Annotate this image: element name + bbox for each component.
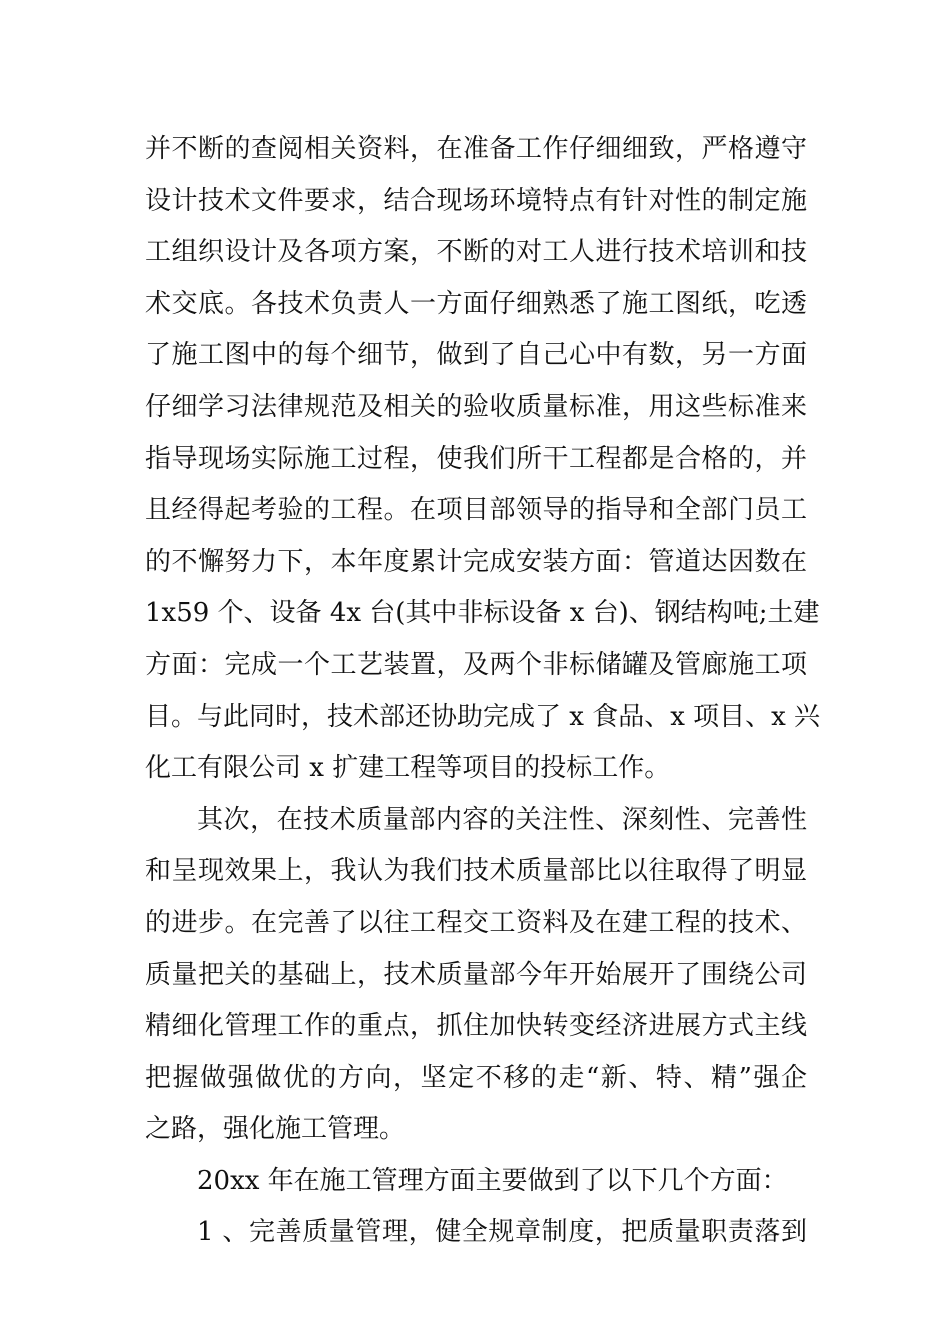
text-line: 之路，强化施工管理。 <box>145 1114 406 1145</box>
text-line: 了施工图中的每个细节，做到了自己心中有数，另一方面 <box>145 340 807 371</box>
paragraph-first-line: 其次，在技术质量部内容的关注性、深刻性、完善性 <box>197 804 807 835</box>
text-line: 化工有限公司 x 扩建工程等项目的投标工作。 <box>145 753 671 784</box>
text-line: 指导现场实际施工过程，使我们所干工程都是合格的，并 <box>145 443 807 474</box>
list-item-first-line: 1 、完善质量管理，健全规章制度，把质量职责落到 <box>197 1217 807 1248</box>
text-line: 的进步。在完善了以往工程交工资料及在建工程的技术、 <box>145 907 807 938</box>
text-line: 和呈现效果上，我认为我们技术质量部比以往取得了明显 <box>145 856 807 887</box>
text-line: 1x59 个、设备 4x 台(其中非标设备 x 台)、钢结构吨;土建 <box>145 598 820 629</box>
text-line: 方面：完成一个工艺装置，及两个非标储罐及管廊施工项 <box>145 649 807 680</box>
text-line: 把握做强做优的方向，坚定不移的走“新、特、精”强企 <box>145 1062 807 1093</box>
text-line: 的不懈努力下，本年度累计完成安装方面：管道达因数在 <box>145 546 807 577</box>
text-line: 并不断的查阅相关资料，在准备工作仔细细致，严格遵守 <box>145 134 807 164</box>
text-line: 目。与此同时，技术部还协助完成了 x 食品、x 项目、x 兴 <box>145 701 821 732</box>
document-body <box>145 124 821 1259</box>
paragraph-first-line: 20xx 年在施工管理方面主要做到了以下几个方面： <box>197 1165 788 1196</box>
text-line: 设计技术文件要求，结合现场环境特点有针对性的制定施 <box>145 185 807 216</box>
text-line: 仔细学习法律规范及相关的验收质量标准，用这些标准来 <box>145 391 807 422</box>
text-line: 术交底。各技术负责人一方面仔细熟悉了施工图纸，吃透 <box>145 288 807 319</box>
text-line: 精细化管理工作的重点，抓住加快转变经济进展方式主线 <box>145 1011 807 1042</box>
text-line: 工组织设计及各项方案，不断的对工人进行技术培训和技 <box>145 237 807 268</box>
text-line: 质量把关的基础上，技术质量部今年开始展开了围绕公司 <box>145 959 807 990</box>
text-line: 且经得起考验的工程。在项目部领导的指导和全部门员工 <box>145 495 807 526</box>
